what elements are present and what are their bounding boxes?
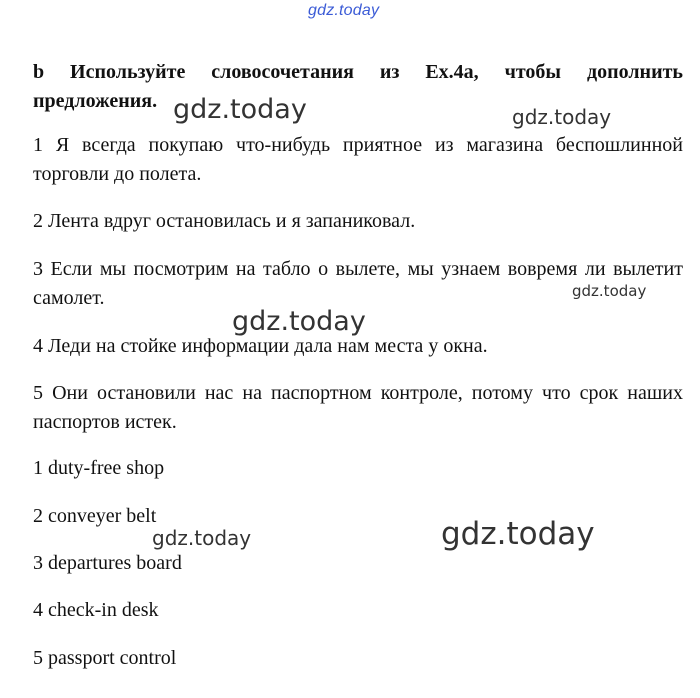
sentence-2: 2 Лента вдруг остановилась и я запаниковал. xyxy=(33,210,416,232)
top-watermark: gdz.today xyxy=(308,2,380,19)
watermark: gdz.today xyxy=(572,282,647,300)
watermark: gdz.today xyxy=(232,306,366,337)
answer-3: 3 departures board xyxy=(33,552,182,574)
answer-1: 1 duty-free shop xyxy=(33,457,165,479)
watermark: gdz.today xyxy=(512,105,612,129)
sentence-3: 3 Если мы посмотрим на табло о вылете, мы узнаем вовремя ли вылетит самолет. xyxy=(33,258,683,309)
sentence-5: 5 Они остановили нас на паспортном контроле, потому что срок наших паспортов истек. xyxy=(33,382,683,433)
sentence-1: 1 Я всегда покупаю что-нибудь приятное из магазина беспошлинной торговли до полета. xyxy=(33,134,683,185)
sentence-4: 4 Леди на стойке информации дала нам места у окна. xyxy=(33,335,488,357)
answer-5: 5 passport control xyxy=(33,647,177,669)
answer-2: 2 conveyer belt xyxy=(33,505,157,527)
watermark: gdz.today xyxy=(152,526,252,550)
exercise-heading: b Используйте словосочетания из Ex.4a, чтобы дополнить предложения. xyxy=(33,61,683,112)
watermark: gdz.today xyxy=(441,516,595,552)
watermark: gdz.today xyxy=(173,94,307,125)
answer-4: 4 check-in desk xyxy=(33,599,159,621)
